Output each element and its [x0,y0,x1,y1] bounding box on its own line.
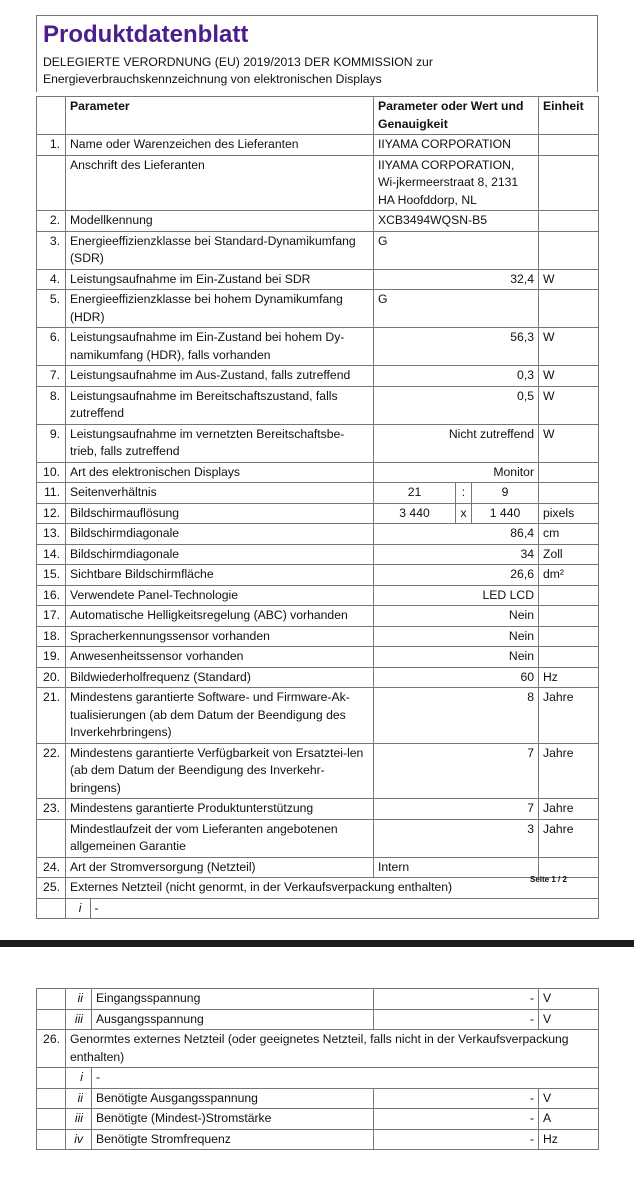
table-row [37,211,599,232]
row-unit [539,585,599,606]
header-parameter: Parameter [66,97,374,135]
table-row [37,366,599,387]
subrow-unit: V [539,1088,599,1109]
row-value: 56,3 [374,328,539,366]
row-value: 34 [374,544,539,565]
row-value-separator: x [456,503,472,524]
row-unit: cm [539,524,599,545]
table-row [37,878,599,899]
row-parameter: Leistungsaufnahme im vernetzten Bereitschaftsbe-trieb, falls zutreffend [66,424,374,462]
row-number: 9. [37,424,66,462]
row-unit: W [539,424,599,462]
row-unit: W [539,328,599,366]
row-unit [539,483,599,504]
row-value: IIYAMA CORPORATION, Wi-jkermeerstraat 8, 2131 HA Hoofddorp, NL [374,155,539,211]
row-number [37,1068,66,1089]
row-value: Nein [374,647,539,668]
row-unit: W [539,366,599,387]
row-unit [539,231,599,269]
row-parameter: Energieeffizienzklasse bei Standard-Dynamikumfang (SDR) [66,231,374,269]
row-number: 24. [37,857,66,878]
table-row [37,155,599,211]
row-number [37,1109,66,1130]
table-row [37,585,599,606]
row-unit: pixels [539,503,599,524]
row-value: LED LCD [374,585,539,606]
subrow-index: ii [66,989,92,1010]
table-subrow [37,1109,599,1130]
row-unit: W [539,386,599,424]
table-row [37,626,599,647]
row-number [37,155,66,211]
row-unit: Zoll [539,544,599,565]
row-unit [539,647,599,668]
row-parameter: Art der Stromversorgung (Netzteil) [66,857,374,878]
row-value: 3 [374,819,539,857]
row-parameter: Genormtes externes Netzteil (oder geeignetes Netzteil, falls nicht in der Verkaufsverpackung enthalten) [66,1030,599,1068]
row-unit: Hz [539,667,599,688]
table-subrow [37,989,599,1010]
row-unit: Jahre [539,743,599,799]
subrow-value: - [374,1109,539,1130]
subrow-cell [66,898,599,919]
datasheet-table-page1 [36,96,599,919]
row-unit: Jahre [539,688,599,744]
subrow-parameter: Benötigte Stromfrequenz [92,1129,374,1150]
subrow-index: iii [66,1009,92,1030]
row-parameter: Leistungsaufnahme im Aus-Zustand, falls zutreffend [66,366,374,387]
table-row [37,269,599,290]
row-number: 19. [37,647,66,668]
row-value: 0,5 [374,386,539,424]
row-number: 23. [37,799,66,820]
subrow-parameter: Ausgangsspannung [92,1009,374,1030]
row-parameter: Mindestens garantierte Produktunterstützung [66,799,374,820]
row-parameter: Bildwiederholfrequenz (Standard) [66,667,374,688]
table-row [37,462,599,483]
subrow-unit: V [539,1009,599,1030]
row-parameter: Art des elektronischen Displays [66,462,374,483]
row-number [37,898,66,919]
row-parameter: Automatische Helligkeitsregelung (ABC) vorhanden [66,606,374,627]
row-value-a: 3 440 [374,503,456,524]
table-row [37,524,599,545]
row-unit [539,135,599,156]
row-value-a: 21 [374,483,456,504]
subrow-value: - [94,900,99,915]
table-row [37,743,599,799]
row-unit [539,462,599,483]
row-parameter: Bildschirmdiagonale [66,524,374,545]
subrow-value: - [92,1068,599,1089]
table-row [37,799,599,820]
row-value: 86,4 [374,524,539,545]
row-number [37,819,66,857]
subrow-index: iii [66,1109,92,1130]
table-row [37,386,599,424]
row-value: 60 [374,667,539,688]
row-parameter: Sichtbare Bildschirmfläche [66,565,374,586]
page-number: Seite 1 / 2 [530,875,567,884]
row-number: 3. [37,231,66,269]
row-value: Intern [374,857,539,878]
row-parameter: Externes Netzteil (nicht genormt, in der Verkaufsverpackung enthalten) [66,878,599,899]
row-number: 21. [37,688,66,744]
row-value: Nicht zutreffend [374,424,539,462]
table-row [37,688,599,744]
row-value-separator: : [456,483,472,504]
row-parameter: Bildschirmdiagonale [66,544,374,565]
page-title: Produktdatenblatt [43,21,249,48]
row-number: 7. [37,366,66,387]
row-number: 12. [37,503,66,524]
header-block [36,15,598,92]
row-number: 2. [37,211,66,232]
subrow-parameter: Benötigte Ausgangsspannung [92,1088,374,1109]
row-number: 17. [37,606,66,627]
row-number: 18. [37,626,66,647]
row-unit: Jahre [539,819,599,857]
header-value: Parameter oder Wert und Genauigkeit [374,97,539,135]
row-value: XCB3494WQSN-B5 [374,211,539,232]
row-value-b: 9 [472,483,539,504]
row-unit [539,626,599,647]
row-number: 26. [37,1030,66,1068]
row-parameter: Name oder Warenzeichen des Lieferanten [66,135,374,156]
subrow-unit: Hz [539,1129,599,1150]
subrow-index: i [66,899,90,919]
row-parameter: Bildschirmauflösung [66,503,374,524]
row-parameter: Mindestens garantierte Verfügbarkeit von Ersatztei-len (ab dem Datum der Beendigung des Inverkehr-bringens) [66,743,374,799]
table-subrow [37,1088,599,1109]
row-value: Nein [374,606,539,627]
table-row [37,231,599,269]
row-parameter: Leistungsaufnahme im Ein-Zustand bei hohem Dy-namikumfang (HDR), falls vorhanden [66,328,374,366]
row-parameter: Leistungsaufnahme im Bereitschaftszustand, falls zutreffend [66,386,374,424]
row-parameter: Spracherkennungssensor vorhanden [66,626,374,647]
row-unit [539,155,599,211]
row-parameter: Modellkennung [66,211,374,232]
subrow-unit: V [539,989,599,1010]
table-subrow [37,898,599,919]
row-value: IIYAMA CORPORATION [374,135,539,156]
page-divider [0,940,634,947]
row-unit: Jahre [539,799,599,820]
row-value-b: 1 440 [472,503,539,524]
row-value: 32,4 [374,269,539,290]
row-value: 8 [374,688,539,744]
row-parameter: Verwendete Panel-Technologie [66,585,374,606]
row-number: 16. [37,585,66,606]
row-parameter: Seitenverhältnis [66,483,374,504]
row-number: 5. [37,290,66,328]
row-number: 20. [37,667,66,688]
table-row [37,1030,599,1068]
table-subrow [37,1129,599,1150]
subrow-table [66,899,598,919]
row-value: 7 [374,743,539,799]
row-number: 11. [37,483,66,504]
table-row [37,819,599,857]
row-number: 15. [37,565,66,586]
row-value: G [374,231,539,269]
row-unit [539,606,599,627]
row-unit: W [539,269,599,290]
subrow-parameter: Benötigte (Mindest-)Stromstärke [92,1109,374,1130]
row-parameter: Anschrift des Lieferanten [66,155,374,211]
row-parameter: Anwesenheitssensor vorhanden [66,647,374,668]
table-row [37,857,599,878]
row-number: 22. [37,743,66,799]
table-row [37,483,599,504]
subrow-value: - [374,1129,539,1150]
row-number [37,1088,66,1109]
table-row [37,565,599,586]
row-parameter: Mindestens garantierte Software- und Firmware-Ak-tualisierungen (ab dem Datum der Beendigung des Inverkehrbringens) [66,688,374,744]
table-subrow [37,1009,599,1030]
table-header-row [37,97,599,135]
subrow-unit: A [539,1109,599,1130]
row-parameter: Energieeffizienzklasse bei hohem Dynamikumfang (HDR) [66,290,374,328]
subrow-parameter: Eingangsspannung [92,989,374,1010]
table-subrow [37,1068,599,1089]
subrow-value: - [374,989,539,1010]
row-parameter: Leistungsaufnahme im Ein-Zustand bei SDR [66,269,374,290]
row-number: 13. [37,524,66,545]
table-row [37,328,599,366]
table-row [37,290,599,328]
table-row [37,424,599,462]
row-number [37,1009,66,1030]
row-number [37,989,66,1010]
row-number: 1. [37,135,66,156]
row-value: Monitor [374,462,539,483]
row-number [37,1129,66,1150]
header-unit: Einheit [539,97,599,135]
subrow-index: ii [66,1088,92,1109]
row-number: 10. [37,462,66,483]
row-unit [539,211,599,232]
regulation-text: DELEGIERTE VERORDNUNG (EU) 2019/2013 DER KOMMISSION zur Energieverbrauchskennzeichnung von elektronischen Displays [43,55,433,86]
row-number: 4. [37,269,66,290]
subrow-value: - [374,1088,539,1109]
row-number: 14. [37,544,66,565]
row-value: G [374,290,539,328]
datasheet-header [36,15,598,92]
table-row [37,135,599,156]
row-number: 6. [37,328,66,366]
table-row [37,544,599,565]
datasheet-table-page2 [36,988,599,1150]
table-row [37,503,599,524]
subrow-value: - [374,1009,539,1030]
row-number: 25. [37,878,66,899]
table-row [37,667,599,688]
subrow-index: iv [66,1129,92,1150]
row-value: Nein [374,626,539,647]
table-row [37,647,599,668]
row-value: 7 [374,799,539,820]
row-unit [539,290,599,328]
table-row [37,606,599,627]
row-unit: dm² [539,565,599,586]
row-value: 26,6 [374,565,539,586]
subrow-index: i [66,1068,92,1089]
row-parameter: Mindestlaufzeit der vom Lieferanten angebotenen allgemeinen Garantie [66,819,374,857]
row-value: 0,3 [374,366,539,387]
row-number: 8. [37,386,66,424]
header-nr [37,97,66,135]
